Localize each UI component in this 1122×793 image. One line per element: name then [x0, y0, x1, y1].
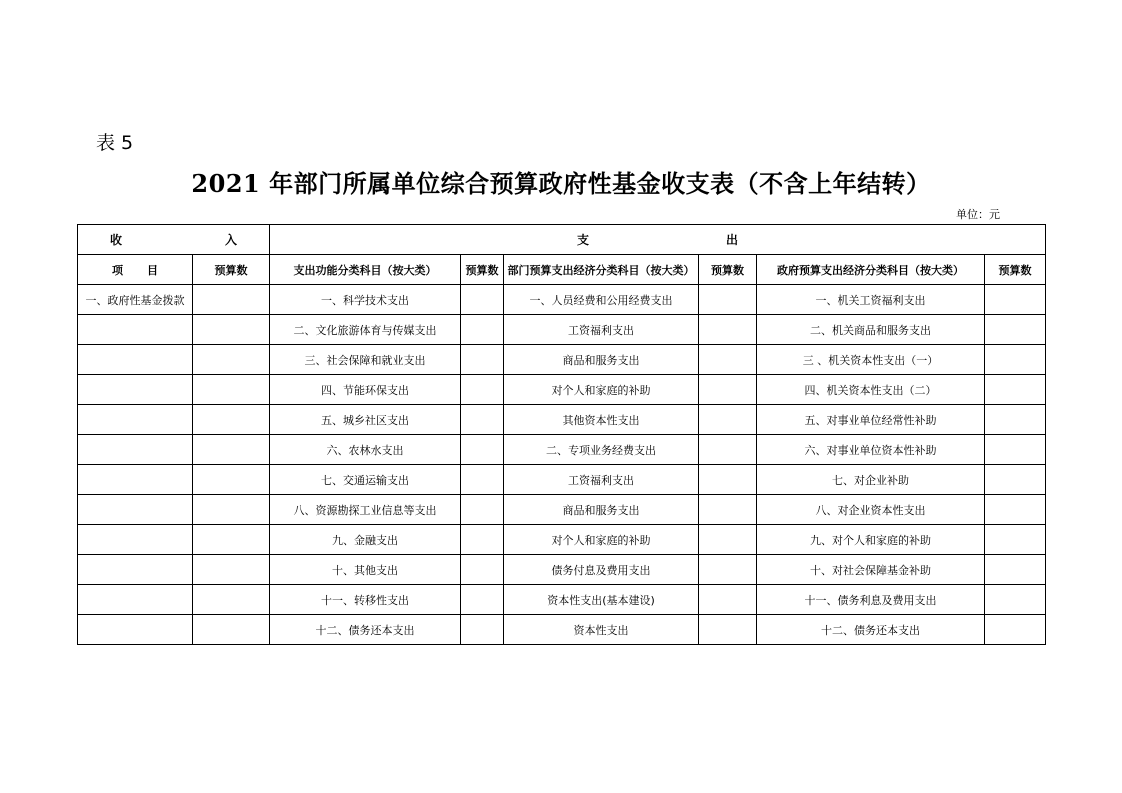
dept-budget-cell	[699, 555, 757, 585]
column-header-item	[78, 255, 193, 285]
gov-budget-cell	[985, 465, 1046, 495]
column-header-income-budget: 预算数	[193, 255, 270, 285]
function-class-cell: 十、其他支出	[270, 555, 461, 585]
income-item-cell	[78, 465, 193, 495]
income-item-cell	[78, 405, 193, 435]
function-budget-cell	[461, 495, 504, 525]
gov-budget-cell	[985, 615, 1046, 645]
income-header-char: 入	[224, 233, 237, 247]
table-row	[78, 345, 1046, 375]
function-budget-cell	[461, 285, 504, 315]
function-budget-cell	[461, 465, 504, 495]
income-item-cell	[78, 615, 193, 645]
page-title: 2021 年部门所属单位综合预算政府性基金收支表（不含上年结转）	[191, 169, 931, 198]
function-budget-cell	[461, 615, 504, 645]
income-budget-cell	[193, 435, 270, 465]
column-header-dept-econ-class: 部门预算支出经济分类科目（按大类）	[504, 255, 699, 285]
table-row	[78, 615, 1046, 645]
gov-budget-cell	[985, 285, 1046, 315]
income-budget-cell	[193, 555, 270, 585]
income-item-cell	[78, 375, 193, 405]
function-class-cell: 二、文化旅游体育与传媒支出	[270, 315, 461, 345]
function-budget-cell	[461, 405, 504, 435]
income-header	[78, 225, 270, 255]
dept-budget-cell	[699, 375, 757, 405]
item-header-char: 目	[147, 263, 158, 277]
function-class-cell: 七、交通运输支出	[270, 465, 461, 495]
dept-econ-class-cell: 工资福利支出	[504, 315, 699, 345]
dept-budget-cell	[699, 525, 757, 555]
dept-budget-cell	[699, 585, 757, 615]
gov-econ-class-cell: 三 、机关资本性支出（一）	[757, 345, 985, 375]
function-budget-cell	[461, 375, 504, 405]
dept-budget-cell	[699, 405, 757, 435]
gov-budget-cell	[985, 555, 1046, 585]
gov-econ-class-cell: 一、机关工资福利支出	[757, 285, 985, 315]
table-row	[78, 285, 1046, 315]
unit-label: 单位：元	[956, 208, 1000, 221]
item-header-char: 项	[112, 263, 123, 277]
gov-econ-class-cell: 十一、债务利息及费用支出	[757, 585, 985, 615]
income-budget-cell	[193, 615, 270, 645]
column-header-function-class: 支出功能分类科目（按大类）	[270, 255, 461, 285]
gov-econ-class-cell: 四、机关资本性支出（二）	[757, 375, 985, 405]
column-header-gov-econ-class: 政府预算支出经济分类科目（按大类）	[757, 255, 985, 285]
income-header-char: 收	[110, 233, 123, 247]
income-budget-cell	[193, 495, 270, 525]
table-row	[78, 315, 1046, 345]
dept-budget-cell	[699, 435, 757, 465]
budget-table	[77, 224, 1046, 645]
gov-budget-cell	[985, 405, 1046, 435]
table-row	[78, 585, 1046, 615]
income-item-cell	[78, 585, 193, 615]
income-item-cell	[78, 495, 193, 525]
dept-econ-class-cell: 资本性支出(基本建设)	[504, 585, 699, 615]
dept-budget-cell	[699, 285, 757, 315]
income-budget-cell	[193, 585, 270, 615]
income-budget-cell	[193, 345, 270, 375]
table-row	[78, 495, 1046, 525]
table-row	[78, 555, 1046, 585]
gov-budget-cell	[985, 315, 1046, 345]
gov-budget-cell	[985, 585, 1046, 615]
dept-budget-cell	[699, 465, 757, 495]
column-header-gov-budget: 预算数	[985, 255, 1046, 285]
function-class-cell: 一、科学技术支出	[270, 285, 461, 315]
dept-budget-cell	[699, 315, 757, 345]
function-budget-cell	[461, 525, 504, 555]
dept-econ-class-cell: 商品和服务支出	[504, 345, 699, 375]
function-class-cell: 五、城乡社区支出	[270, 405, 461, 435]
gov-econ-class-cell: 六、对事业单位资本性补助	[757, 435, 985, 465]
function-class-cell: 十一、转移性支出	[270, 585, 461, 615]
gov-econ-class-cell: 八、对企业资本性支出	[757, 495, 985, 525]
function-class-cell: 四、节能环保支出	[270, 375, 461, 405]
gov-econ-class-cell: 五、对事业单位经常性补助	[757, 405, 985, 435]
header-row-top	[78, 225, 1046, 255]
dept-econ-class-cell: 工资福利支出	[504, 465, 699, 495]
gov-econ-class-cell: 九、对个人和家庭的补助	[757, 525, 985, 555]
table-row	[78, 465, 1046, 495]
dept-econ-class-cell: 一、人员经费和公用经费支出	[504, 285, 699, 315]
dept-econ-class-cell: 资本性支出	[504, 615, 699, 645]
income-budget-cell	[193, 405, 270, 435]
table-row	[78, 375, 1046, 405]
dept-econ-class-cell: 其他资本性支出	[504, 405, 699, 435]
function-class-cell: 十二、债务还本支出	[270, 615, 461, 645]
function-class-cell: 三、社会保障和就业支出	[270, 345, 461, 375]
income-item-cell	[78, 345, 193, 375]
table-row	[78, 435, 1046, 465]
header-row-columns	[78, 255, 1046, 285]
function-budget-cell	[461, 555, 504, 585]
column-header-dept-budget: 预算数	[699, 255, 757, 285]
function-budget-cell	[461, 345, 504, 375]
expense-header-char: 支	[577, 233, 590, 247]
function-budget-cell	[461, 315, 504, 345]
dept-budget-cell	[699, 615, 757, 645]
dept-budget-cell	[699, 345, 757, 375]
income-item-cell	[78, 435, 193, 465]
gov-econ-class-cell: 二、机关商品和服务支出	[757, 315, 985, 345]
dept-econ-class-cell: 对个人和家庭的补助	[504, 375, 699, 405]
function-budget-cell	[461, 585, 504, 615]
expense-header-char: 出	[726, 233, 739, 247]
table-number-label: 表 5	[96, 132, 134, 154]
dept-econ-class-cell: 债务付息及费用支出	[504, 555, 699, 585]
gov-budget-cell	[985, 345, 1046, 375]
gov-econ-class-cell: 十、对社会保障基金补助	[757, 555, 985, 585]
dept-econ-class-cell: 商品和服务支出	[504, 495, 699, 525]
expense-header	[270, 225, 1046, 255]
function-class-cell: 六、农林水支出	[270, 435, 461, 465]
column-header-function-budget: 预算数	[461, 255, 504, 285]
gov-budget-cell	[985, 525, 1046, 555]
function-class-cell: 八、资源勘探工业信息等支出	[270, 495, 461, 525]
gov-econ-class-cell: 十二、债务还本支出	[757, 615, 985, 645]
dept-econ-class-cell: 对个人和家庭的补助	[504, 525, 699, 555]
function-budget-cell	[461, 435, 504, 465]
gov-econ-class-cell: 七、对企业补助	[757, 465, 985, 495]
income-item-cell	[78, 555, 193, 585]
dept-budget-cell	[699, 495, 757, 525]
table-row	[78, 405, 1046, 435]
gov-budget-cell	[985, 435, 1046, 465]
income-budget-cell	[193, 315, 270, 345]
gov-budget-cell	[985, 495, 1046, 525]
income-budget-cell	[193, 285, 270, 315]
income-budget-cell	[193, 375, 270, 405]
table-row	[78, 525, 1046, 555]
income-item-cell	[78, 315, 193, 345]
income-budget-cell	[193, 465, 270, 495]
dept-econ-class-cell: 二、专项业务经费支出	[504, 435, 699, 465]
function-class-cell: 九、金融支出	[270, 525, 461, 555]
gov-budget-cell	[985, 375, 1046, 405]
income-item-cell	[78, 525, 193, 555]
income-item-cell: 一、政府性基金拨款	[78, 285, 193, 315]
income-budget-cell	[193, 525, 270, 555]
